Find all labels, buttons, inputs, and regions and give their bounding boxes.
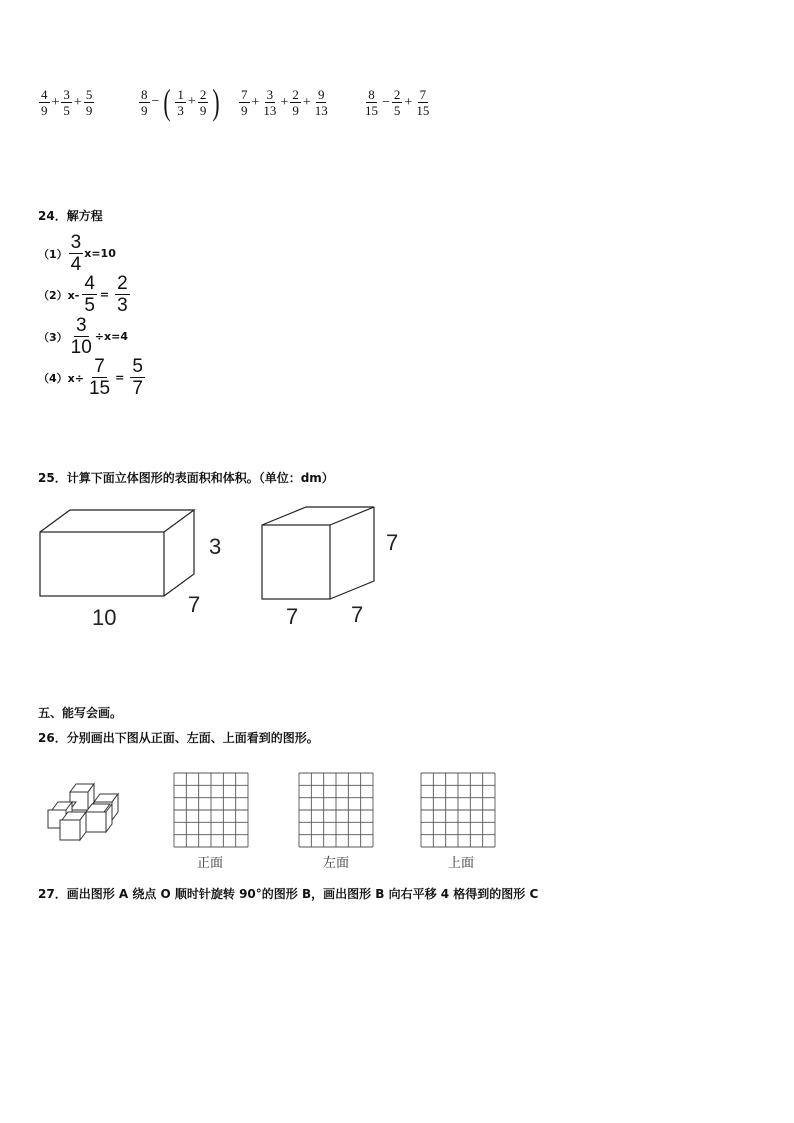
cube-front-edge-label: 7: [286, 604, 299, 629]
fraction: $\frac{3}{5}$: [63, 87, 70, 118]
question-27-title: 27．画出图形 A 绕点 O 顺时针旋转 90°的图形 B，画出图形 B 向右平移 4 格得到的图形 C: [38, 887, 539, 901]
question-26-title: 26．分别画出下图从正面、左面、上面看到的图形。: [38, 731, 319, 745]
cube-side-edge-label: 7: [351, 602, 364, 627]
cube-height-label: 7: [386, 530, 399, 555]
fraction: $\frac{7}{15}$: [416, 87, 430, 118]
cuboid-length-label: 10: [92, 605, 117, 630]
cube-front-face: [262, 525, 330, 599]
cube-figure: [256, 503, 382, 603]
front-view-grid[interactable]: [173, 772, 249, 848]
fraction: $\frac{2}{9}$: [199, 86, 207, 118]
fraction: $\frac{5}{7}$: [132, 356, 143, 399]
fraction: $\frac{4}{9}$: [41, 87, 48, 118]
fraction: $\frac{2}{5}$: [393, 87, 401, 118]
fraction: $\frac{3}{13}$: [263, 87, 277, 118]
cuboid-side-face: [164, 510, 194, 596]
equation-2: （2）x- $\frac{4}{5}$ = $\frac{2}{3}$: [38, 273, 128, 316]
cuboid-figure: [36, 506, 206, 600]
section-5-title: 五、能写会画。: [38, 706, 123, 720]
fraction: $\frac{3}{10}$: [70, 315, 92, 358]
top-view-label: 上面: [448, 856, 475, 871]
equation-1: （1） $\frac{3}{4}$ x=10: [38, 232, 116, 275]
fraction: $\frac{8}{9}$: [141, 86, 148, 118]
question-25-title: 25．计算下面立体图形的表面积和体积。（单位：dm）: [38, 471, 334, 485]
cuboid-top-face: [40, 510, 194, 532]
expression-4: $\frac{8}{15}$ − $\frac{2}{5}$ + $\frac{7}{15}$: [365, 87, 430, 118]
cuboid-front-face: [40, 532, 164, 596]
equation-4: （4）x÷ $\frac{7}{15}$ = $\frac{5}{7}$: [38, 356, 143, 399]
cuboid-height-label: 3: [209, 534, 222, 559]
fraction: $\frac{7}{15}$: [88, 356, 111, 399]
equation-3: （3） $\frac{3}{10}$ ÷x=4: [38, 315, 128, 358]
cuboid-width-label: 7: [188, 592, 201, 617]
question-24-title: 24．解方程: [38, 209, 103, 223]
fraction: $\frac{5}{9}$: [85, 87, 93, 118]
cube-top-face: [262, 507, 374, 525]
stacked-cubes-figure: [44, 780, 136, 844]
expression-1: $\frac{4}{9}$ + $\frac{3}{5}$ + $\frac{5}{9}$: [41, 87, 93, 118]
left-view-grid[interactable]: [298, 772, 374, 848]
fraction: $\frac{2}{3}$: [117, 273, 128, 316]
left-view-label: 左面: [323, 856, 350, 871]
fraction: $\frac{7}{9}$: [241, 87, 248, 118]
top-view-grid[interactable]: [420, 772, 496, 848]
fraction: $\frac{1}{3}$: [177, 86, 184, 118]
fraction: $\frac{4}{5}$: [84, 273, 95, 316]
front-view-label: 正面: [197, 856, 224, 871]
fraction: $\frac{2}{9}$: [292, 87, 299, 118]
fraction: $\frac{3}{4}$: [70, 232, 82, 275]
fraction: $\frac{8}{15}$: [365, 87, 378, 118]
cube-side-face: [330, 507, 374, 599]
expression-2: $\frac{8}{9}$ − ( $\frac{1}{3}$ + $\frac{2}{9}$ ): [141, 82, 220, 122]
expression-3: $\frac{7}{9}$ + $\frac{3}{13}$ + $\frac{2}{9}$ + $\frac{9}{13}$: [241, 87, 328, 118]
fraction: $\frac{9}{13}$: [314, 87, 328, 118]
